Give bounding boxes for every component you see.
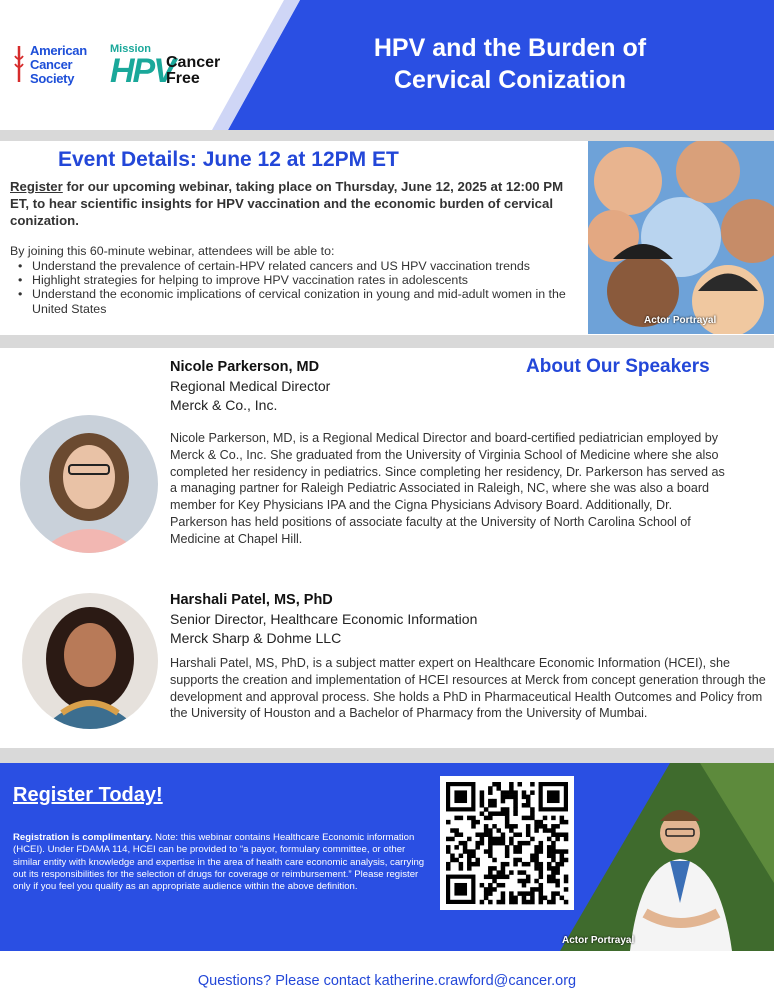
speaker-org: Merck & Co., Inc. [170,397,278,413]
hpv-logo-hpv: HPV [110,52,174,90]
list-item: • Highlight strategies for helping to improve HPV vaccination rates in adolescents [14,273,580,287]
divider [0,748,774,763]
registration-qr-code[interactable] [440,776,574,910]
divider [0,335,774,348]
objectives-list [14,259,580,316]
speaker-name: Harshali Patel, MS, PhD [170,592,333,608]
speaker-role: Senior Director, Healthcare Economic Information [170,611,478,627]
register-disclaimer: Registration is complimentary. Note: this webinar contains Healthcare Economic information (HCEI). Under FDAMA 114, HCEI can be provided to “a payor, formulary committee, or other similar entity with knowledge and expertise in the area of health care economic analysis, carrying out its responsibilities for the selection of drugs for coverage or reimbursement.” Please register only if you feel you qualify as an appropriate audience within the above definition. [13,832,425,893]
header [0,0,774,130]
doctor-photo [540,763,774,951]
list-item: • Understand the economic implications of cervical conization in young and mid-adult women in the United States [14,287,580,315]
speakers-heading: About Our Speakers [526,356,710,377]
speaker-name: Nicole Parkerson, MD [170,359,320,375]
register-link[interactable]: Register [10,179,63,194]
list-item: • Understand the prevalence of certain-HPV related cancers and US HPV vaccination trends [14,259,580,273]
event-title: Event Details: June 12 at 12PM ET [58,148,399,171]
speaker-org: Merck Sharp & Dohme LLC [170,630,342,646]
hpv-logo-mission: Mission [110,43,151,55]
acs-logo-text: American Cancer Society [30,43,87,86]
speaker-bio: Harshali Patel, MS, PhD, is a subject matter expert on Healthcare Economic Information (HCEI), she supports the creation and implementation of HCEI resources at Merck from concept generation through the development and approval process. She holds a PhD in Pharmaceutical Health Outcomes and Policy from the University of Houston and a Bachelor of Pharmacy from the University of Mumbai. [170,656,766,721]
divider [0,130,774,141]
event-intro: Register for our upcoming webinar, taking place on Thursday, June 12, 2025 at 12:00 PM ET, to hear scientific insights for HPV vaccination and the economic burden of cervical conization. [10,179,564,228]
photo-caption: Actor Portrayal [644,315,717,326]
hpv-logo-cancer-free: Cancer Free [166,54,221,87]
event-lead: By joining this 60-minute webinar, attendees will be able to: [10,244,335,258]
speaker-portrait [20,415,158,553]
register-title[interactable]: Register Today! [13,784,163,806]
qr-code-icon [440,776,574,910]
page-title: HPV and the Burden of Cervical Conization [373,34,647,94]
speaker-bio: Nicole Parkerson, MD, is a Regional Medical Director and board-certified pediatrician employed by Merck & Co., Inc. She graduated from the University of Virginia School of Medicine where she also completed her residency in pediatrics. Since completing her residency, Dr. Parkerson has served as a managing partner for Raleigh Pediatric Associated in Raleigh, NC, where she was also a board member for Key Physicians IPA and the Cigna Physicians Advisory Board. Additionally, Dr. Parkerson has held positions of associate faculty at the University of North Carolina School of Medicine at Chapel Hill. [170,431,725,546]
speaker-portrait [22,593,158,729]
speaker-role: Regional Medical Director [170,378,331,394]
contact-line[interactable]: Questions? Please contact katherine.crawford@cancer.org [197,973,577,989]
kids-photo [588,141,774,334]
photo-caption: Actor Portrayal [562,935,635,946]
